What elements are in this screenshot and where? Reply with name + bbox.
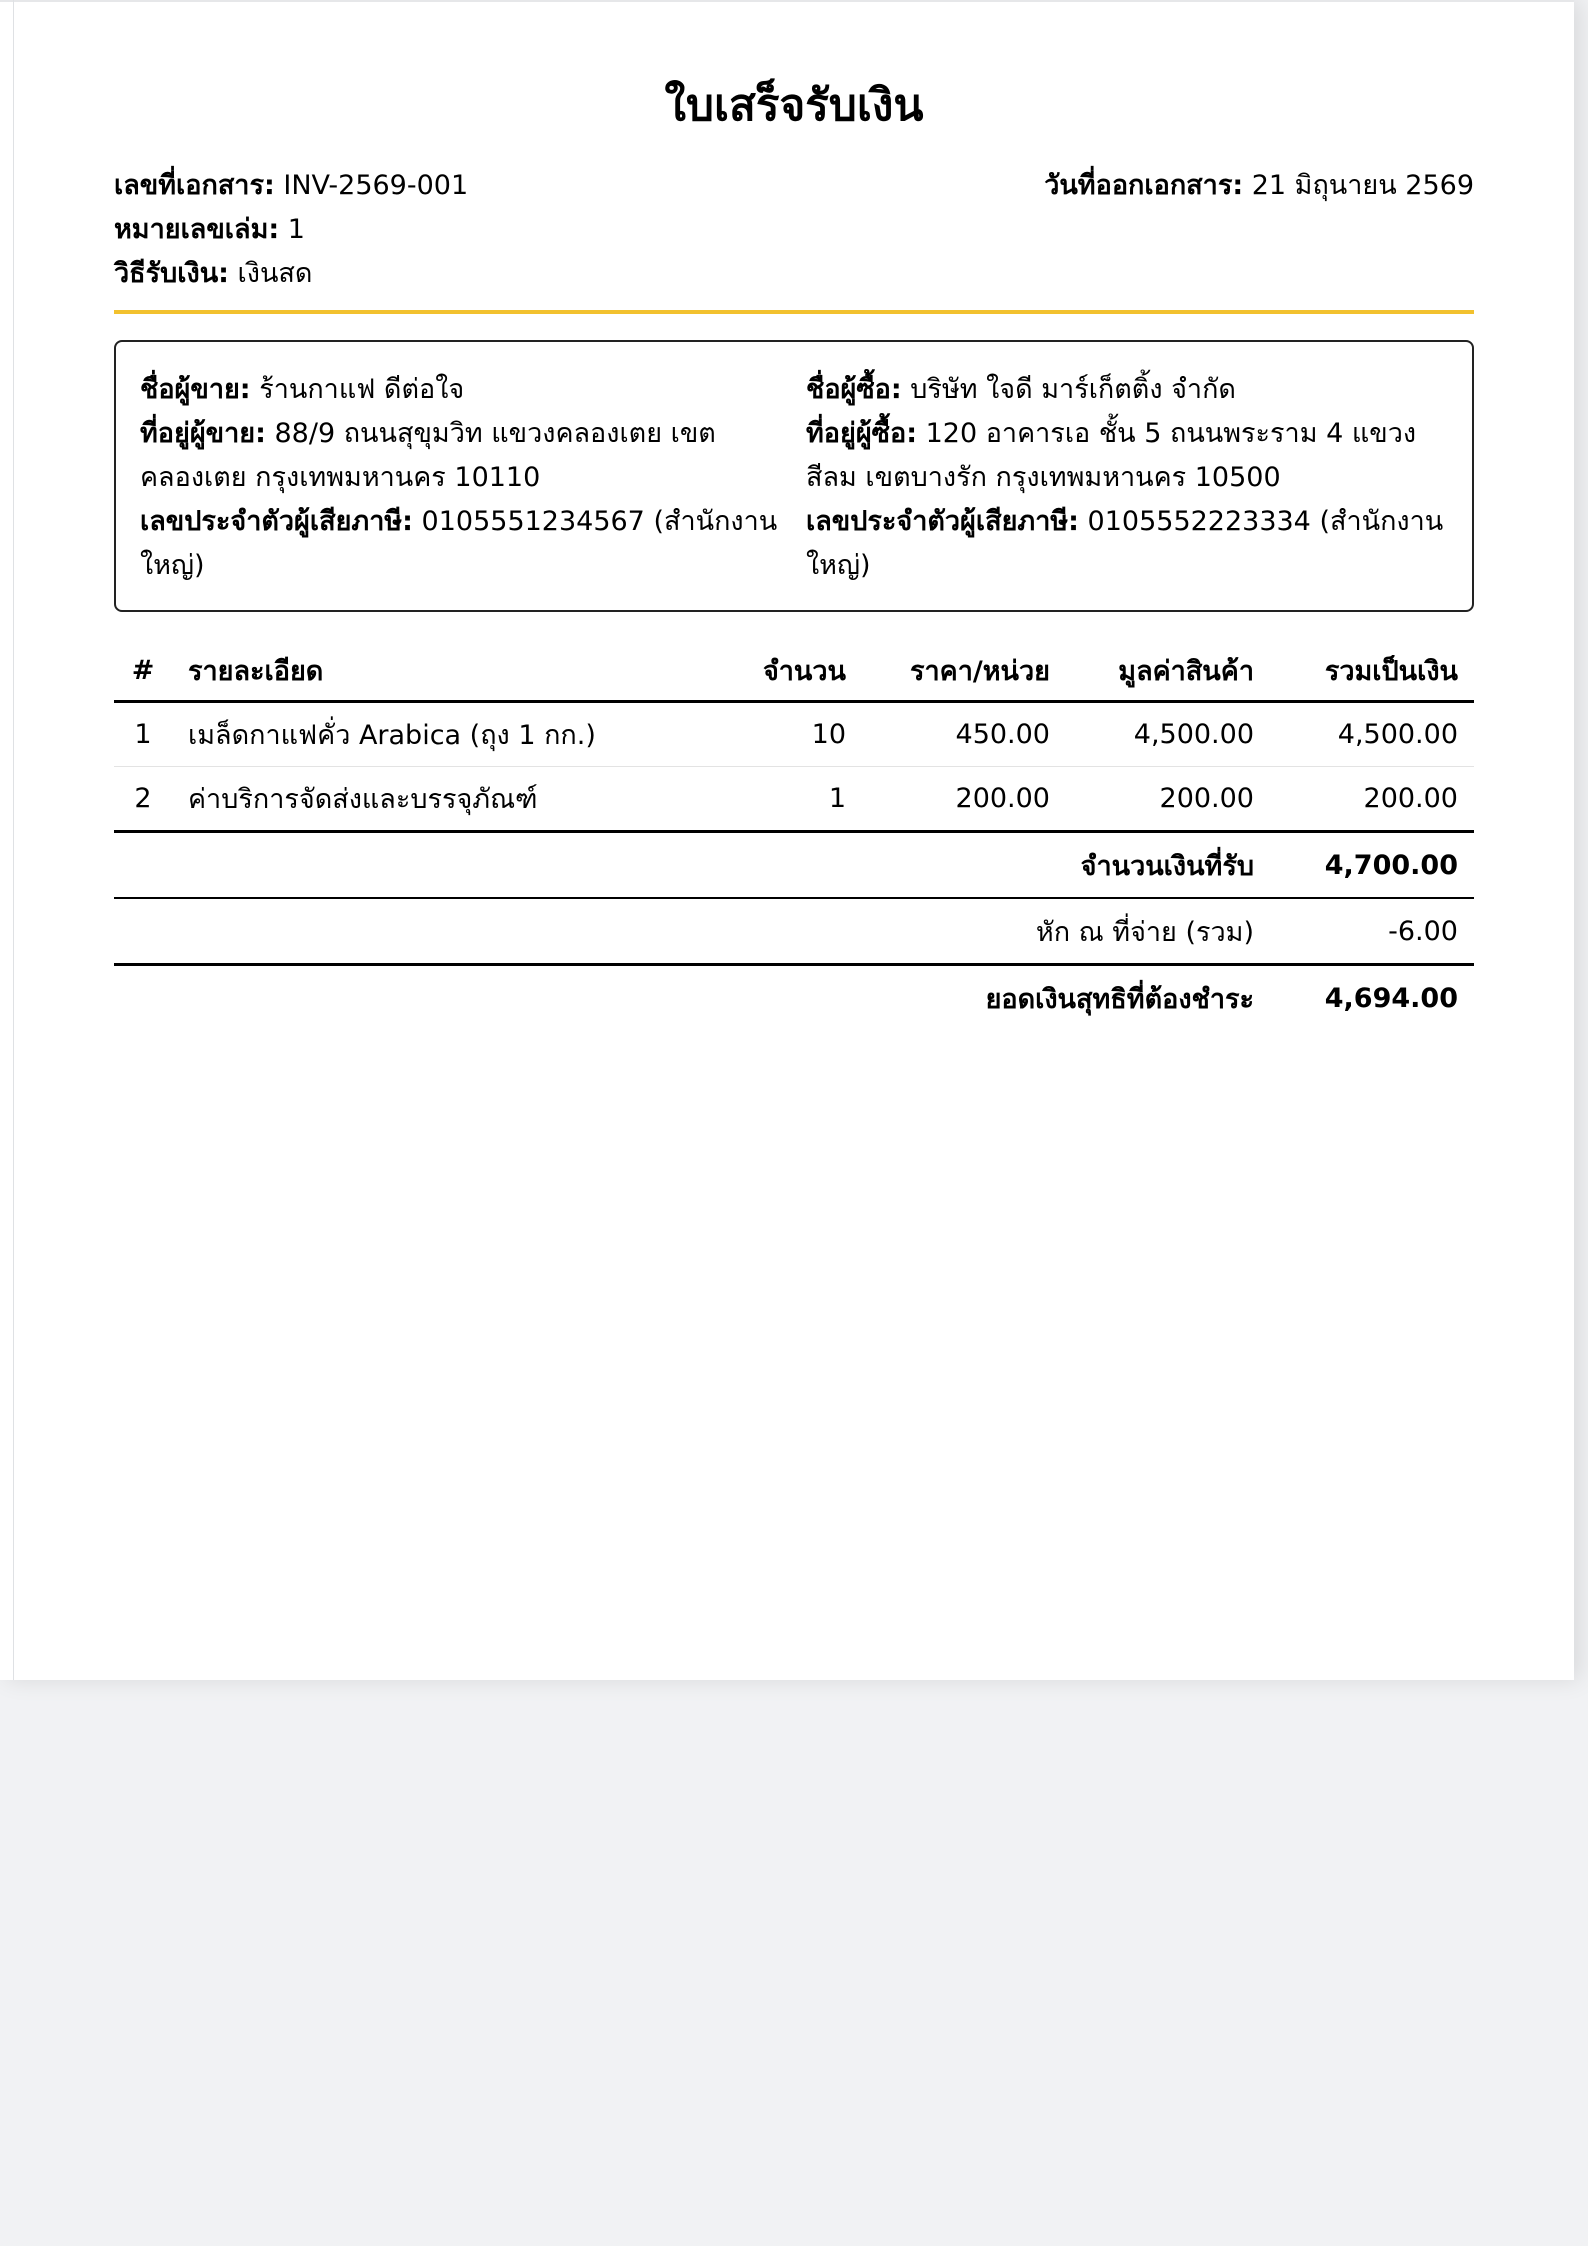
page-left-edge bbox=[13, 0, 14, 1680]
col-header-quantity: จำนวน bbox=[710, 640, 862, 702]
doc-number bbox=[114, 166, 468, 206]
issue-date-value: 21 มิถุนายน 2569 bbox=[1251, 170, 1474, 201]
seller-info bbox=[140, 368, 780, 588]
received-amount: 4,700.00 bbox=[1270, 832, 1474, 899]
col-header-amount: มูลค่าสินค้า bbox=[1066, 640, 1270, 702]
document-title: ใบเสร็จรับเงิน bbox=[664, 80, 924, 131]
items-table bbox=[114, 640, 1474, 1030]
seller-tax-id bbox=[140, 500, 780, 588]
withholding-label: หัก ณ ที่จ่าย (รวม) bbox=[114, 898, 1270, 965]
row-description: ค่าบริการจัดส่งและบรรจุภัณฑ์ bbox=[172, 767, 710, 832]
row-quantity: 1 bbox=[710, 767, 862, 832]
payment-method bbox=[114, 254, 312, 294]
seller-tax-id-label: เลขประจำตัวผู้เสียภาษี: bbox=[140, 506, 413, 537]
party-info-box bbox=[114, 340, 1474, 612]
row-total: 4,500.00 bbox=[1270, 702, 1474, 767]
row-index: 2 bbox=[114, 767, 172, 832]
withholding-row bbox=[114, 898, 1474, 965]
book-number-label: หมายเลขเล่ม: bbox=[114, 214, 280, 245]
seller-name-label: ชื่อผู้ขาย: bbox=[140, 374, 251, 405]
seller-tax-id-value: 0105551234567 (สำนักงานใหญ่) bbox=[140, 506, 778, 581]
col-header-index: # bbox=[114, 640, 172, 702]
withholding-amount: -6.00 bbox=[1270, 898, 1474, 965]
seller-name-value: ร้านกาแฟ ดีต่อใจ bbox=[259, 374, 465, 405]
row-amount: 4,500.00 bbox=[1066, 702, 1270, 767]
net-total-label: ยอดเงินสุทธิที่ต้องชำระ bbox=[985, 983, 1254, 1015]
buyer-name bbox=[806, 368, 1446, 412]
header-divider bbox=[114, 310, 1474, 314]
table-header-row bbox=[114, 640, 1474, 702]
payment-method-value: เงินสด bbox=[237, 258, 313, 289]
col-header-unit-price: ราคา/หน่วย bbox=[862, 640, 1066, 702]
row-total: 200.00 bbox=[1270, 767, 1474, 832]
seller-address-label: ที่อยู่ผู้ขาย: bbox=[140, 418, 266, 449]
seller-address bbox=[140, 412, 780, 500]
net-total-row bbox=[114, 965, 1474, 1031]
buyer-name-label: ชื่อผู้ซื้อ: bbox=[806, 374, 902, 405]
received-row bbox=[114, 832, 1474, 899]
col-header-total: รวมเป็นเงิน bbox=[1270, 640, 1474, 702]
buyer-tax-id-label: เลขประจำตัวผู้เสียภาษี: bbox=[806, 506, 1079, 537]
seller-name bbox=[140, 368, 780, 412]
row-unit-price: 200.00 bbox=[862, 767, 1066, 832]
buyer-tax-id bbox=[806, 500, 1446, 588]
table-row bbox=[114, 702, 1474, 767]
issue-date bbox=[774, 166, 1474, 206]
book-number-value: 1 bbox=[287, 214, 305, 245]
page-top-edge bbox=[0, 0, 1574, 2]
table-row bbox=[114, 767, 1474, 832]
doc-number-label: เลขที่เอกสาร: bbox=[114, 170, 275, 201]
row-unit-price: 450.00 bbox=[862, 702, 1066, 767]
row-description: เมล็ดกาแฟคั่ว Arabica (ถุง 1 กก.) bbox=[172, 702, 710, 767]
buyer-name-value: บริษัท ใจดี มาร์เก็ตติ้ง จำกัด bbox=[910, 374, 1236, 405]
col-header-description: รายละเอียด bbox=[172, 640, 710, 702]
received-label: จำนวนเงินที่รับ bbox=[114, 832, 1270, 899]
buyer-tax-id-value: 0105552223334 (สำนักงานใหญ่) bbox=[806, 506, 1444, 581]
book-number bbox=[114, 210, 305, 250]
buyer-address bbox=[806, 412, 1446, 500]
row-amount: 200.00 bbox=[1066, 767, 1270, 832]
buyer-info bbox=[806, 368, 1446, 588]
issue-date-label: วันที่ออกเอกสาร: bbox=[1044, 170, 1244, 201]
buyer-address-label: ที่อยู่ผู้ซื้อ: bbox=[806, 418, 917, 449]
net-total-amount: 4,694.00 bbox=[1324, 982, 1458, 1014]
buyer-address-value: 120 อาคารเอ ชั้น 5 ถนนพระราม 4 แขวงสีลม เขตบางรัก กรุงเทพมหานคร 10500 bbox=[806, 418, 1417, 493]
row-index: 1 bbox=[114, 702, 172, 767]
payment-method-label: วิธีรับเงิน: bbox=[114, 258, 229, 289]
seller-address-value: 88/9 ถนนสุขุมวิท แขวงคลองเตย เขตคลองเตย กรุงเทพมหานคร 10110 bbox=[140, 418, 716, 493]
row-quantity: 10 bbox=[710, 702, 862, 767]
doc-number-value: INV-2569-001 bbox=[283, 170, 469, 201]
